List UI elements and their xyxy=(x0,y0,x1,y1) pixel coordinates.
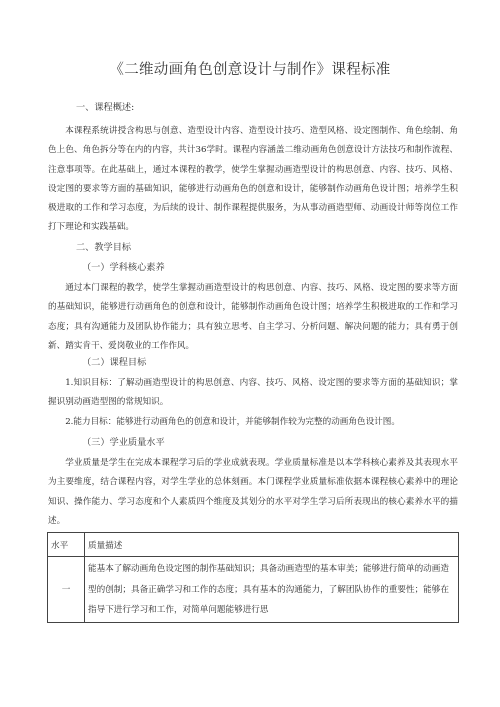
document-title: 《二维动画角色创意设计与制作》课程标准 xyxy=(109,62,391,78)
section-1-body xyxy=(48,122,458,238)
table-cell-level: 一 xyxy=(48,557,85,623)
ability-goal: 2.能力目标：能够进行动画角色的创意和设计，并能够制作较为完整的动画角色设计图。 xyxy=(65,416,400,427)
subsection-course-goals-body xyxy=(48,374,458,432)
section-1-heading: 一、课程概述: xyxy=(76,102,135,113)
table-cell-description: 能基本了解动画角色设定图的制作基础知识；具备动画造型的基本审美；能够进行简单的动画造型的创制；具备正确学习和工作的态度；具有基本的沟通能力，了解团队协作的重要性；能够在指导下进行学习和工作，对简单问题能够进行思 xyxy=(85,557,459,623)
knowledge-goal: 1.知识目标：了解动画造型设计的构思创意、内容、技巧、风格、设定图的要求等方面的基础知识；掌握识别动画造型图的常规知识。 xyxy=(48,378,458,408)
quality-level-paragraph: 学业质量是学生在完成本课程学习后的学业成就表现。学业质量标准是以本学科核心素养及其表现水平为主要维度，结合课程内容，对学生学业的总体刻画。本门课程学业质量标准依据本课程核心素养中的理论知识、操作能力、学习态度和个人素质四个维度及其划分的水平对学生学习后所表现出的核心素养水平的描述。 xyxy=(48,458,458,526)
table-header-row xyxy=(48,533,459,557)
table-header-level: 水平 xyxy=(48,533,85,557)
course-overview-paragraph: 本课程系统讲授含构思与创意、造型设计内容、造型设计技巧、造型风格、设定图制作、角色绘制、角色上色、角色拆分等在内的内容，共计36学时。课程内容涵盖二维动画角色创意设计方法技巧和制作流程、注意事项等。在此基础上，通过本课程的教学，使学生掌握动画造型设计的构思创意、内容、技巧、风格、设定图的要求等方面的基础知识，能够进行动画角色的创意和设计，能够制作动画角色设计图；培养学生积极进取的工作和学习态度，为后续的设计、制作课程提供服务，为从事动画造型师、动画设计师等岗位工作打下理论和实践基础。 xyxy=(48,126,458,233)
table-header-description: 质量描述 xyxy=(85,533,459,557)
subsection-quality-level-body xyxy=(48,454,458,531)
subsection-core-literacy-heading: （一）学科核心素养 xyxy=(82,262,165,273)
section-2-heading: 二、教学目标 xyxy=(76,242,132,253)
subsection-core-literacy-body xyxy=(48,279,458,356)
subsection-quality-level-heading: （三）学业质量水平 xyxy=(82,437,165,448)
table-row xyxy=(48,557,459,623)
quality-level-table xyxy=(47,532,459,623)
core-literacy-paragraph: 通过本门课程的教学，使学生掌握动画造型设计的构思创意、内容、技巧、风格、设定图的要求等方面的基础知识，能够进行动画角色的创意和设计，能够制作动画角色设计图；培养学生积极进取的工作和学习态度；具有沟通能力及团队协作能力；具有独立思考、自主学习、分析问题、解决问题的能力；具有勇于创新、踏实肯干、爱岗敬业的工作作风。 xyxy=(48,283,458,351)
subsection-course-goals-heading: （二）课程目标 xyxy=(82,357,147,368)
